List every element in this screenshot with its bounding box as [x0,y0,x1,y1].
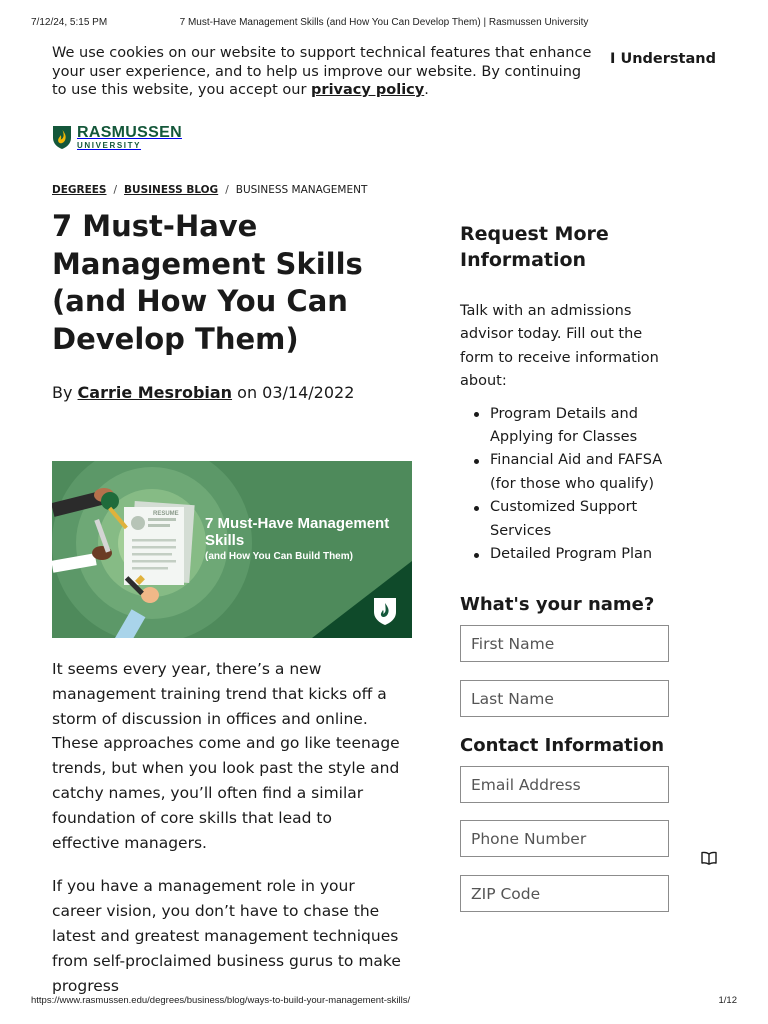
request-info-sidebar [460,222,675,566]
article-title: 7 Must-Have Management Skills (and How You Can Develop Them) [52,209,363,356]
print-footer [31,995,737,1009]
logo-subtitle: UNIVERSITY [77,140,142,150]
cookie-accept-button[interactable]: I Understand [610,51,716,67]
breadcrumb-separator: / [225,184,229,196]
article-paragraph: It seems every year, there’s a new management training trend that kicks off a storm of discussion in offices and online. These approaches come and go like teenage trends, but when you look past the style and catchy names, you’ll often find a similar foundation of core skills that lead to effective managers. [52,660,400,852]
article-paragraph: If you have a management role in your career vision, you don’t have to chase the latest and greatest management techniques from self-proclaimed business gurus to make progress [52,877,401,995]
print-datetime: 7/12/24, 5:15 PM [31,17,108,28]
article-body [52,657,402,1017]
request-info-list [460,403,675,567]
print-page-number: 1/12 [718,995,737,1006]
breadcrumb-current: BUSINESS MANAGEMENT [235,184,368,196]
rasmussen-logo[interactable] [52,124,182,150]
first-name-input[interactable] [460,625,669,662]
shield-flame-icon [52,125,72,150]
cookie-banner [52,44,752,104]
breadcrumb [52,184,367,196]
logo-name: RASMUSSEN [77,123,182,141]
byline-on: on [232,383,263,402]
breadcrumb-degrees[interactable]: DEGREES [52,184,107,196]
privacy-policy-link[interactable]: privacy policy [311,82,425,98]
cookie-text-end: . [424,82,429,98]
print-url: https://www.rasmussen.edu/degrees/business/blog/ways-to-build-your-management-skills/ [31,995,411,1006]
hero-subheading: (and How You Can Build Them) [205,551,353,562]
byline-prefix: By [52,383,78,402]
list-item: Customized Support Services [460,496,675,543]
request-info-title: Request More Information [460,223,609,271]
name-section-heading: What's your name? [460,594,655,615]
print-header [31,17,737,31]
breadcrumb-business-blog[interactable]: BUSINESS BLOG [124,184,219,196]
hero-caption [205,515,405,563]
hero-resume-label: RESUME [153,511,179,517]
request-info-intro: Talk with an admissions advisor today. Fill out the form to receive information about: [460,303,659,390]
author-link[interactable]: Carrie Mesrobian [77,383,233,402]
breadcrumb-separator: / [113,184,118,196]
hero-image [52,461,412,638]
contact-section-heading: Contact Information [460,735,665,756]
email-input[interactable] [460,766,669,803]
logo-wordmark [77,125,182,150]
list-item: Detailed Program Plan [460,543,675,566]
cookie-text: We use cookies on our website to support technical features that enhance your user experience, and to help us improve our website. By continuing to use this website, you accept our [52,45,592,98]
zip-code-input[interactable] [460,875,669,912]
hero-heading: 7 Must-Have Management Skills [205,515,390,549]
book-icon[interactable] [701,851,717,865]
publish-date: 03/14/2022 [262,383,355,402]
cookie-message [52,44,597,100]
last-name-input[interactable] [460,680,669,717]
phone-input[interactable] [460,820,669,857]
list-item: Financial Aid and FAFSA (for those who qualify) [460,449,675,496]
print-page-title: 7 Must-Have Management Skills (and How You Can Develop Them) | Rasmussen University [179,17,589,28]
article-byline [52,383,354,402]
list-item: Program Details and Applying for Classes [460,403,675,450]
